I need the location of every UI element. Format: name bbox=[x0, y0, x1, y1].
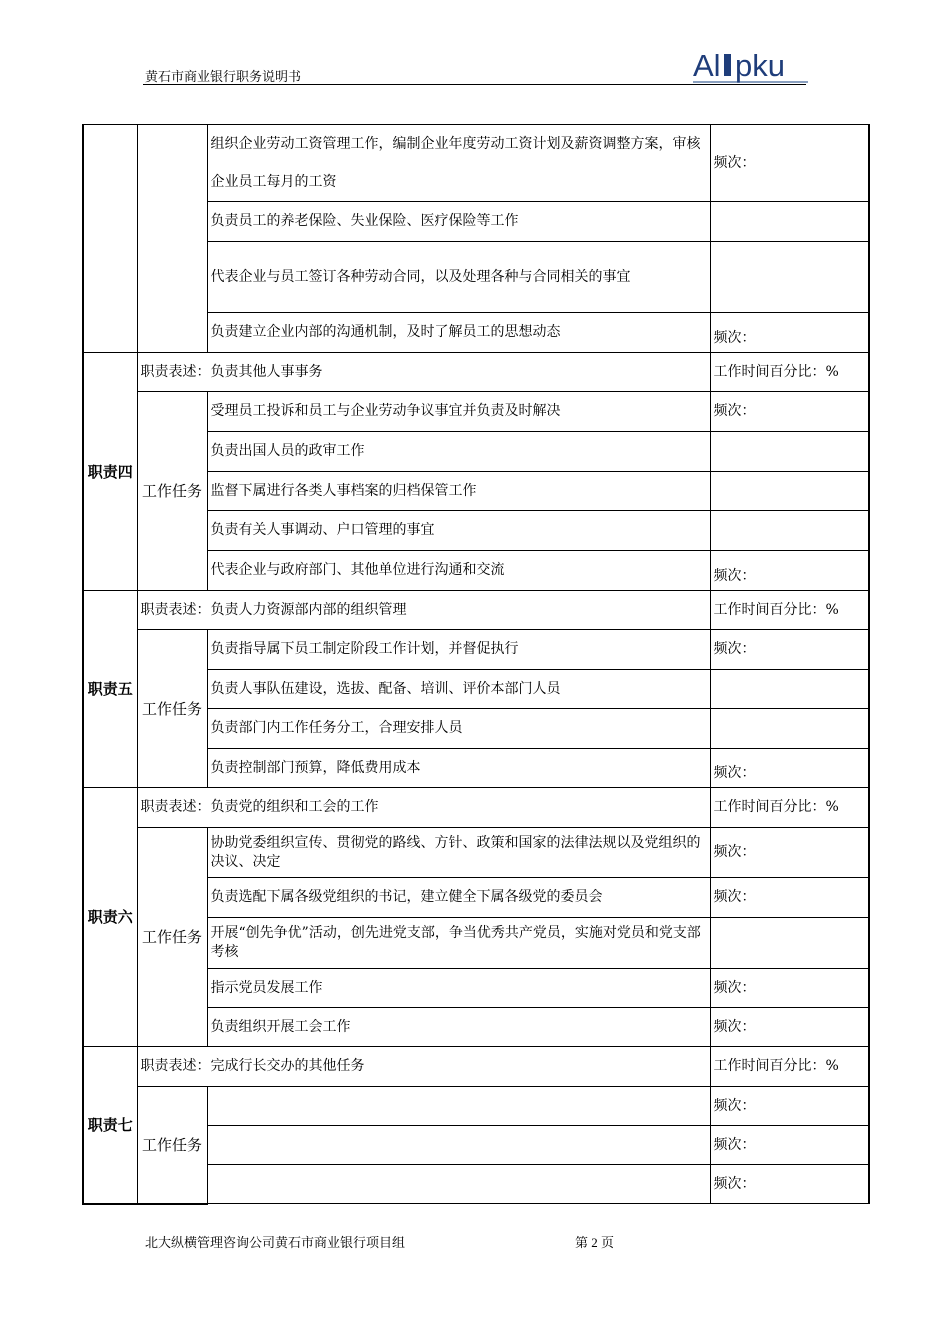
frequency-field-empty[interactable] bbox=[710, 242, 869, 313]
svg-text:Al: Al bbox=[693, 48, 721, 83]
frequency-field-empty[interactable] bbox=[710, 472, 869, 511]
frequency-field[interactable]: 频次： bbox=[710, 1008, 869, 1047]
frequency-field-empty[interactable] bbox=[710, 432, 869, 472]
table-row bbox=[83, 630, 869, 670]
frequency-field[interactable]: 频次： bbox=[710, 630, 869, 670]
table-row bbox=[83, 1087, 869, 1126]
time-percentage-field[interactable]: 工作时间百分比：% bbox=[710, 353, 869, 392]
frequency-field[interactable]: 频次： bbox=[710, 828, 869, 878]
task-text: 监督下属进行各类人事档案的归档保管工作 bbox=[207, 472, 710, 511]
duty-table bbox=[82, 124, 870, 1205]
table-row bbox=[83, 1047, 869, 1087]
table-row bbox=[83, 591, 869, 630]
duty-statement: 职责表述：负责党的组织和工会的工作 bbox=[137, 788, 710, 828]
task-text: 负责员工的养老保险、失业保险、医疗保险等工作 bbox=[207, 202, 710, 242]
frequency-field[interactable]: 频次： bbox=[710, 125, 869, 202]
table-row bbox=[83, 788, 869, 828]
task-text: 负责建立企业内部的沟通机制，及时了解员工的思想动态 bbox=[207, 313, 710, 353]
time-percentage-field[interactable]: 工作时间百分比：% bbox=[710, 788, 869, 828]
task-text: 负责部门内工作任务分工，合理安排人员 bbox=[207, 709, 710, 749]
svg-text:pku: pku bbox=[735, 48, 785, 83]
task-text: 指示党员发展工作 bbox=[207, 969, 710, 1008]
frequency-field-empty[interactable] bbox=[710, 709, 869, 749]
footer-company: 北大纵横管理咨询公司黄石市商业银行项目组 bbox=[145, 1235, 406, 1250]
task-label: 工作任务 bbox=[137, 392, 207, 591]
task-text: 协助党委组织宣传、贯彻党的路线、方针、政策和国家的法律法规以及党组织的决议、决定 bbox=[207, 828, 710, 878]
frequency-field-empty[interactable] bbox=[710, 918, 869, 969]
frequency-field-empty[interactable] bbox=[710, 670, 869, 709]
section-label: 职责五 bbox=[83, 591, 137, 788]
section-label: 职责七 bbox=[83, 1047, 137, 1204]
table-row bbox=[83, 392, 869, 432]
task-text: 代表企业与员工签订各种劳动合同，以及处理各种与合同相关的事宜 bbox=[207, 242, 710, 313]
section-label-continued bbox=[83, 125, 137, 353]
header-divider bbox=[143, 84, 806, 85]
table-row bbox=[83, 353, 869, 392]
time-percentage-field[interactable]: 工作时间百分比：% bbox=[710, 1047, 869, 1087]
task-text: 负责人事队伍建设，选拔、配备、培训、评价本部门人员 bbox=[207, 670, 710, 709]
frequency-field[interactable]: 频次： bbox=[710, 392, 869, 432]
frequency-field-empty[interactable] bbox=[710, 511, 869, 551]
table-row bbox=[83, 828, 869, 878]
frequency-field[interactable]: 频次： bbox=[710, 969, 869, 1008]
task-label-continued bbox=[137, 125, 207, 353]
task-label: 工作任务 bbox=[137, 1087, 207, 1204]
task-label: 工作任务 bbox=[137, 828, 207, 1047]
frequency-field[interactable]: 频次： bbox=[710, 878, 869, 918]
task-text: 代表企业与政府部门、其他单位进行沟通和交流 bbox=[207, 551, 710, 591]
company-logo bbox=[693, 48, 808, 84]
task-text: 负责有关人事调动、户口管理的事宜 bbox=[207, 511, 710, 551]
duty-statement: 职责表述：负责人力资源部内部的组织管理 bbox=[137, 591, 710, 630]
frequency-field[interactable]: 频次： bbox=[710, 313, 869, 353]
task-text: 负责控制部门预算，降低费用成本 bbox=[207, 749, 710, 788]
task-text: 组织企业劳动工资管理工作，编制企业年度劳动工资计划及薪资调整方案，审核企业员工每月的工资 bbox=[207, 125, 710, 202]
document-title: 黄石市商业银行职务说明书 bbox=[145, 69, 302, 84]
time-percentage-field[interactable]: 工作时间百分比：% bbox=[710, 591, 869, 630]
task-label: 工作任务 bbox=[137, 630, 207, 788]
frequency-field[interactable]: 频次： bbox=[710, 551, 869, 591]
task-input[interactable] bbox=[207, 1165, 710, 1204]
task-text: 负责出国人员的政审工作 bbox=[207, 432, 710, 472]
task-text: 开展“创先争优”活动，创先进党支部，争当优秀共产党员，实施对党员和党支部考核 bbox=[207, 918, 710, 969]
task-text: 负责组织开展工会工作 bbox=[207, 1008, 710, 1047]
table-row bbox=[83, 125, 869, 202]
task-text: 负责选配下属各级党组织的书记，建立健全下属各级党的委员会 bbox=[207, 878, 710, 918]
frequency-field[interactable]: 频次： bbox=[710, 1126, 869, 1165]
frequency-field-empty[interactable] bbox=[710, 202, 869, 242]
section-label: 职责四 bbox=[83, 353, 137, 591]
task-text: 负责指导属下员工制定阶段工作计划，并督促执行 bbox=[207, 630, 710, 670]
frequency-field[interactable]: 频次： bbox=[710, 1165, 869, 1204]
duty-statement: 职责表述：负责其他人事事务 bbox=[137, 353, 710, 392]
page-number: 第 2 页 bbox=[575, 1235, 615, 1250]
task-input[interactable] bbox=[207, 1087, 710, 1126]
section-label: 职责六 bbox=[83, 788, 137, 1047]
task-input[interactable] bbox=[207, 1126, 710, 1165]
frequency-field[interactable]: 频次： bbox=[710, 1087, 869, 1126]
frequency-field[interactable]: 频次： bbox=[710, 749, 869, 788]
task-text: 受理员工投诉和员工与企业劳动争议事宜并负责及时解决 bbox=[207, 392, 710, 432]
duty-statement: 职责表述：完成行长交办的其他任务 bbox=[137, 1047, 710, 1087]
